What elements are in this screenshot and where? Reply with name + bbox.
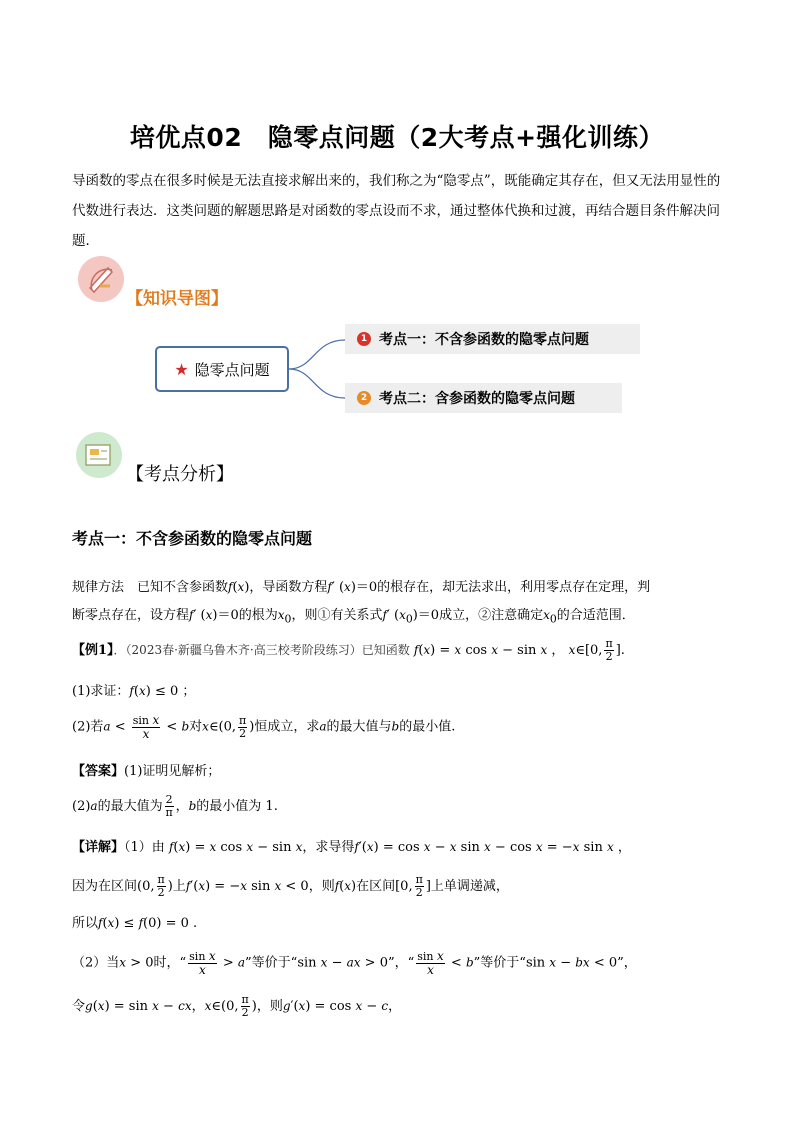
detail-label: 【详解】 (72, 840, 125, 855)
text: ，则 (308, 879, 335, 894)
text: 恒成立，求 (254, 719, 320, 735)
detail-line-4: （2）当x > 0时，“ $\frac{\text{sin x}}{x}$ > a”等价于“sin x − ax > 0”，“ $\frac{\text{sin x}}{x}$ < b”等价于“sin x − bx < 0”， (72, 949, 637, 977)
text: 的最小值. (399, 719, 456, 735)
number-badge: 1 (357, 332, 371, 346)
text: 断零点存在，设方程 (72, 608, 190, 623)
section-title-topic-analysis: 【考点分析】 (126, 464, 234, 485)
detail-line-2: 因为在区间(0, $\frac{\pi}{2}$ )上f′(x) = −x sin x < 0，则f(x)在区间[0, $\frac{\pi}{2}$ ]上单调递减， (72, 873, 509, 899)
text: ”， (617, 955, 637, 971)
text: (1)求证： (72, 684, 130, 699)
text: (1)证明见解析； (124, 764, 221, 779)
text: ， (388, 999, 402, 1014)
answer-label: 【答案】 (72, 764, 125, 779)
method-line-1: 规律方法 已知不含参函数f(x)，导函数方程f′ (x)＝0的根存在，却无法求出，利用零点存在定理，判 (72, 580, 651, 595)
text: 时，“ (153, 955, 187, 971)
detail-line-3: 所以f(x) ≤ f(0) = 0 . (72, 916, 198, 931)
text: ，导函数方程 (249, 580, 328, 595)
number-badge: 2 (357, 391, 371, 405)
text: 上单调递减， (430, 879, 509, 894)
answer-1 (72, 760, 732, 779)
text: 对 (189, 719, 203, 735)
answer-2: (2)a的最大值为 $\frac{2}{\pi}$ ，b的最小值为 1. (72, 793, 278, 819)
mindmap-node-topic1 (345, 324, 640, 354)
example-1-stem: 【例1】．（2023春·新疆乌鲁木齐·高三校考阶段练习）已知函数 f(x) = x cos x − sin x ， x∈[0, $\frac{\pi}{2}$ ]. (72, 637, 625, 663)
detail-line-1: 【详解】（1）由 f(x) = x cos x − sin x，求导得f′(x) = cos x − x sin x − cos x = −x sin x ， (72, 840, 631, 855)
text: ”等价于“ (473, 955, 526, 971)
text: 所以 (72, 916, 99, 931)
text: ，求导得 (302, 840, 355, 855)
text: ， (175, 799, 189, 814)
protractor-icon (78, 256, 124, 302)
text: （2）当 (72, 955, 120, 971)
example-label: 【例1】 (72, 643, 114, 658)
text: (2) (72, 799, 91, 814)
method-line-2: 断零点存在，设方程f′ (x)＝0的根为$x_0$，则①有关系式f′ $(x_0)=0$成立，②注意确定$x_0$的合适范围． (72, 608, 635, 626)
topic1-heading: 考点一：不含参函数的隐零点问题 (72, 529, 313, 548)
mindmap-node-label: 考点二：含参函数的隐零点问题 (379, 391, 575, 407)
text: 因为在区间 (72, 879, 138, 894)
text: 的最大值为 (97, 799, 163, 814)
text: ”，“ (387, 955, 415, 971)
mindmap-root-label: 隐零点问题 (194, 360, 270, 379)
text: 成立，②注意确定 (439, 608, 544, 623)
intro-paragraph: 导函数的零点在很多时候是无法直接求解出来的，我们称之为“隐零点”，既能确定其存在，但又无法用显性的代数进行表达．这类问题的解题思路是对函数的零点设而不求，通过整体代换和过渡，再结合题目条件解决问题． (72, 173, 721, 249)
text: (2)若 (72, 719, 104, 735)
text: 令 (72, 999, 86, 1014)
mindmap-connectors (289, 330, 349, 410)
text: ”等价于“ (245, 955, 298, 971)
mindmap-node-topic2 (345, 383, 622, 413)
text: 的合适范围． (556, 608, 635, 623)
text: ，则①有关系式 (291, 608, 383, 623)
mindmap-root (155, 346, 289, 392)
text: ， (191, 999, 205, 1014)
section-title-knowledge-map: 【知识导图】 (126, 289, 228, 309)
text: ．（2023春·新疆乌鲁木齐·高三校考阶段练习）已知函数 (113, 643, 410, 657)
page-title: 培优点02 隐零点问题（2大考点+强化训练） (129, 123, 665, 152)
text: 的根为 (238, 608, 278, 623)
text: （1）由 (124, 840, 165, 855)
detail-line-5: 令g(x) = sin x − cx，x∈(0, $\frac{\pi}{2}$ )，则g′(x) = cos x − c， (72, 993, 402, 1019)
mindmap-node-label: 考点一：不含参函数的隐零点问题 (379, 332, 589, 348)
text: 的根存在，却无法求出，利用零点存在定理，判 (377, 580, 651, 595)
text: 在区间 (356, 879, 396, 894)
text: 的最小值为 1. (196, 799, 278, 814)
text: 上 (172, 879, 186, 894)
text: 规律方法 已知不含参函数 (72, 580, 229, 595)
question-2: (2)若a < $\frac{\text{sin x}}{x}$ < b对x∈(0, $\frac{\pi}{2}$ )恒成立，求a的最大值与b的最小值. (72, 713, 456, 741)
text: 的最大值与 (326, 719, 392, 735)
document-icon (76, 432, 122, 478)
text: ，则 (256, 999, 283, 1014)
star-icon: ★ (174, 359, 189, 379)
question-1: (1)求证：f(x) ≤ 0 ； (72, 684, 196, 699)
